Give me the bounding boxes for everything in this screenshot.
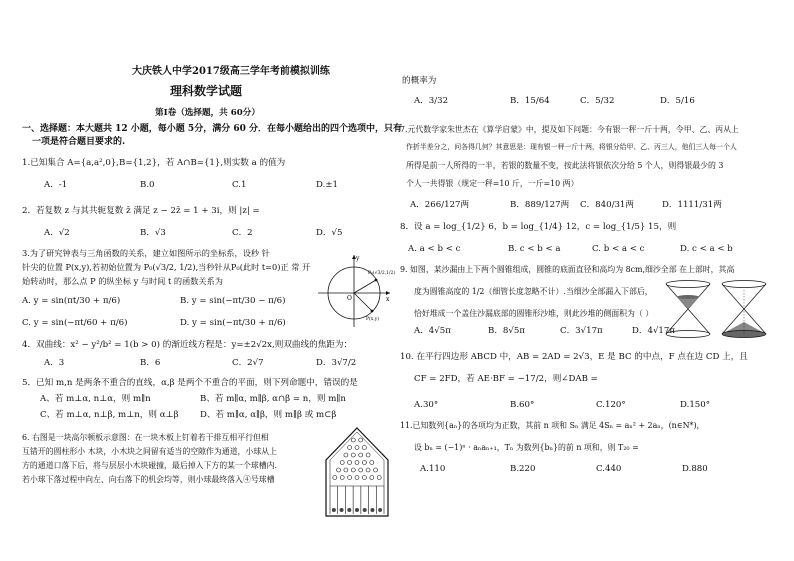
peg [362, 461, 366, 465]
peg [348, 446, 352, 450]
q4-option-b: B．6 [140, 358, 161, 368]
q6-line-4: 若小球下落过程中向左、向右落下的机会均等，则小球最终落入④号球槽 [22, 475, 275, 484]
q3-option-a: A. y = sin(πt/30 + π/6) [22, 296, 121, 306]
q1-stem: 1.已知集合 A={a,a²,0},B={1,2}，若 A∩B={1},则实数 a 的值为 [22, 158, 286, 168]
slot-ball [363, 508, 367, 512]
slot-ball [370, 508, 374, 512]
q7-option-a: A．266/127两 [410, 200, 470, 210]
label-p0: P₀(√3/2,1/2) [368, 271, 396, 276]
q5-stem: 5．已知 m,n 是两条不重合的直线，α,β 是两个不重合的平面，则下列命题中，错误的是 [22, 378, 358, 388]
peg [359, 468, 363, 472]
p-point [371, 310, 374, 313]
p0-point [375, 279, 378, 282]
q4-option-a: A．3 [44, 358, 65, 368]
peg [340, 476, 344, 480]
q11-option-d: D.880 [682, 464, 708, 474]
peg-field [333, 438, 381, 480]
q5-option-b: B、若 m∥α, m∥β, α∩β = n，则 m∥n [200, 394, 346, 404]
q2-option-c: C．2 [232, 228, 253, 238]
q6-option-a: A．3/32 [414, 96, 449, 106]
q3-line-1: 3.为了研究钟表与三角函数的关系，建立如图所示的坐标系，设秒 针 [22, 248, 270, 258]
part-heading: 第Ⅰ卷（选择题，共 60分） [155, 108, 260, 118]
peg [366, 468, 370, 472]
peg [340, 461, 344, 465]
q2-stem: 2．若复数 z 与其共轭复数 z̄ 满足 z − 2z̄ = 1 + 3i，则 |z| = [22, 206, 260, 216]
q5-option-d: D、若 m∥α, α∥β，则 m∥β 或 m⊂β [200, 410, 337, 420]
hourglass-figure [662, 280, 770, 338]
label-origin: O [347, 295, 352, 302]
label-y: y [356, 255, 360, 262]
q2-option-b: B．√3 [140, 228, 166, 238]
label-p: P(x,y) [366, 317, 380, 322]
peg [377, 476, 381, 480]
peg [355, 446, 359, 450]
peg [359, 438, 363, 442]
q7-line-3: 所得是前一人所得的一半，若银的数量不变，按此法将银依次分给 5 个人，则得银最少的 3 [406, 161, 724, 170]
board-inner [330, 432, 384, 486]
section-instructions-1: 一、选择题：本大题共 12 小题，每小题 5分，满分 60 分．在每小题给出的四个选项中，只有 [22, 124, 402, 134]
clock-figure [316, 253, 396, 329]
q9-option-b: B．8√5π [488, 326, 525, 336]
peg [351, 438, 355, 442]
q3-option-b: B. y = sin(−πt/30 − π/6) [180, 296, 286, 306]
q4-option-d: D．3√7/2 [316, 358, 357, 368]
q7-line-1: 7.元代数学家朱世杰在《算学启蒙》中，提及如下问题：今有银一秤一斤十两，令甲、乙、丙从上 [400, 125, 739, 134]
q11-line-1: 11.已知数列{aₙ}的各项均为正数，其前 n 项和 Sₙ 满足 4Sₙ = aₙ² + 2aₙ，(n∈N*)， [400, 421, 705, 430]
q8-stem: 8．设 a = log_{1/2} 6，b = log_{1/4} 12，c = log_{1/5} 15，则 [400, 222, 677, 232]
peg [366, 453, 370, 457]
q11-line-2: 设 bₙ = (−1)ⁿ · aₙaₙ₊₁，Tₙ 为数列{bₙ}的前 n 项和，则 T₂₀ = [414, 443, 639, 452]
q9-line-2: 度为圆锥高度的 1/2（细管长度忽略不计）.当细沙全部漏入下部后， [414, 287, 653, 296]
section-instructions-2: 一项是符合题目要求的. [32, 137, 126, 147]
board-outline [326, 428, 388, 516]
q7-line-2: 作折半差分之，问各得几何？其意思是：现有银一秤一斤十两，将银分给甲、乙、丙三人，他们三人每一个人 [406, 143, 737, 151]
peg [370, 476, 374, 480]
peg [337, 468, 341, 472]
peg [370, 461, 374, 465]
q6-option-d: D．5/16 [660, 96, 695, 106]
q7-option-b: B．889/127两 [510, 200, 570, 210]
slot-ball [355, 508, 359, 512]
q8-option-b: B. c < b < a [508, 244, 561, 254]
q5-option-c: C、若 m⊥α, n⊥β, m⊥n，则 α⊥β [40, 410, 179, 420]
peg [359, 453, 363, 457]
school-header: 大庆铁人中学2017级高三学年考前模拟训练 [132, 66, 330, 77]
q9-line-1: 9. 如图，某沙漏由上下两个圆锥组成，圆锥的底面直径和高均为 8cm,细沙全部 在上部时，其高 [400, 265, 735, 274]
galton-board-figure [324, 426, 390, 518]
q10-option-d: D.150° [680, 400, 711, 410]
q11-option-a: A.110 [420, 464, 446, 474]
q8-option-a: A. a < b < c [408, 244, 461, 254]
hourglass-full-bottom [722, 281, 766, 338]
q1-option-d: D.±1 [316, 180, 338, 190]
q3-line-2: 针尖的位置 P(x,y),若初始位置为 P₀(√3/2, 1/2),当秒针从P₀(此时 t=0)正 常 开 [22, 262, 311, 272]
peg [351, 468, 355, 472]
q6-line-3: 方的通道口落下后，将与层层小木块碰撞，最后掉入下方的某一个球槽内. [22, 461, 278, 470]
q3-option-c: C. y = sin(−πt/60 + π/6) [22, 318, 128, 328]
peg [374, 468, 378, 472]
q4-option-c: C．2√7 [232, 358, 264, 368]
x-axis-arrow [386, 291, 390, 295]
slot-ball [332, 508, 336, 512]
peg [348, 476, 352, 480]
q1-option-a: A．-1 [44, 180, 68, 190]
peg [351, 453, 355, 457]
q6-line-2: 互错开的圆柱形小 木块，小木块之间留有适当的空隙作为通道，小球从上 [22, 447, 278, 456]
q11-option-c: C.440 [596, 464, 622, 474]
q9-option-c: C．3√17π [560, 326, 603, 336]
q6-line-1: 6. 右图是一块高尔顿板示意图：在一块木板上钉着若干排互相平行但相 [22, 433, 269, 442]
q4-stem: 4．双曲线：x² − y²/b² = 1(b > 0) 的渐近线方程是：y=±2√2x,则双曲线的焦距为： [22, 340, 353, 350]
hourglass-full-top [666, 281, 710, 338]
slot-ball [378, 508, 382, 512]
q3-line-3: 始转动时，那么点 P 的纵坐标 y 与时间 t 的函数关系为 [22, 276, 223, 286]
q11-option-b: B.220 [510, 464, 536, 474]
q7-option-d: D．1111/31两 [662, 200, 722, 210]
peg [362, 476, 366, 480]
exam-title: 理科数学试题 [170, 84, 243, 98]
slot-field [330, 486, 384, 514]
q8-option-d: D. c < a < b [680, 244, 733, 254]
peg [362, 446, 366, 450]
peg [344, 468, 348, 472]
q10-option-b: B.60° [510, 400, 535, 410]
q2-option-a: A．√2 [44, 228, 70, 238]
q10-line-2: CF = 2FD，若 AE·BF = −17/2，则∠DAB = [414, 374, 598, 384]
peg [355, 461, 359, 465]
q9-option-a: A．4√5π [414, 326, 451, 336]
q2-option-d: D．√5 [316, 228, 343, 238]
q6-option-c: C．5/32 [580, 96, 615, 106]
q5-option-a: A、若 m⊥α, n⊥α，则 m∥n [40, 394, 151, 404]
q7-option-c: C．840/31两 [580, 200, 634, 210]
q10-option-a: A.30° [414, 400, 439, 410]
q3-option-d: D. y = sin(−πt/30 + π/6) [180, 318, 286, 328]
q10-line-1: 10. 在平行四边形 ABCD 中，AB = 2AD = 2√3，E 是 BC 的中点，F 点在边 CD 上，且 [400, 352, 748, 362]
slot-ball [340, 508, 344, 512]
q8-option-c: C. b < a < c [592, 244, 645, 254]
label-x: x [386, 296, 390, 303]
peg [344, 453, 348, 457]
q6-continuation: 的概率为 [402, 76, 437, 86]
q9-line-3: 恰好堆成一个盖住沙漏底部的圆锥形沙堆，则此沙堆的侧面积为（ ） [414, 309, 654, 318]
peg [355, 476, 359, 480]
q7-line-4: 个人一共得银（规定一秤=10 斤，一斤=10 两） [406, 179, 579, 188]
peg [348, 461, 352, 465]
q9-option-d: D．4√17π [632, 326, 676, 336]
initial-hand [354, 280, 376, 293]
slot-ball [347, 508, 351, 512]
q1-option-c: C.1 [232, 180, 247, 190]
peg [333, 476, 337, 480]
q1-option-b: B.0 [140, 180, 155, 190]
q10-option-c: C.120° [596, 400, 626, 410]
q6-option-b: B．15/64 [510, 96, 550, 106]
second-hand [354, 293, 372, 311]
